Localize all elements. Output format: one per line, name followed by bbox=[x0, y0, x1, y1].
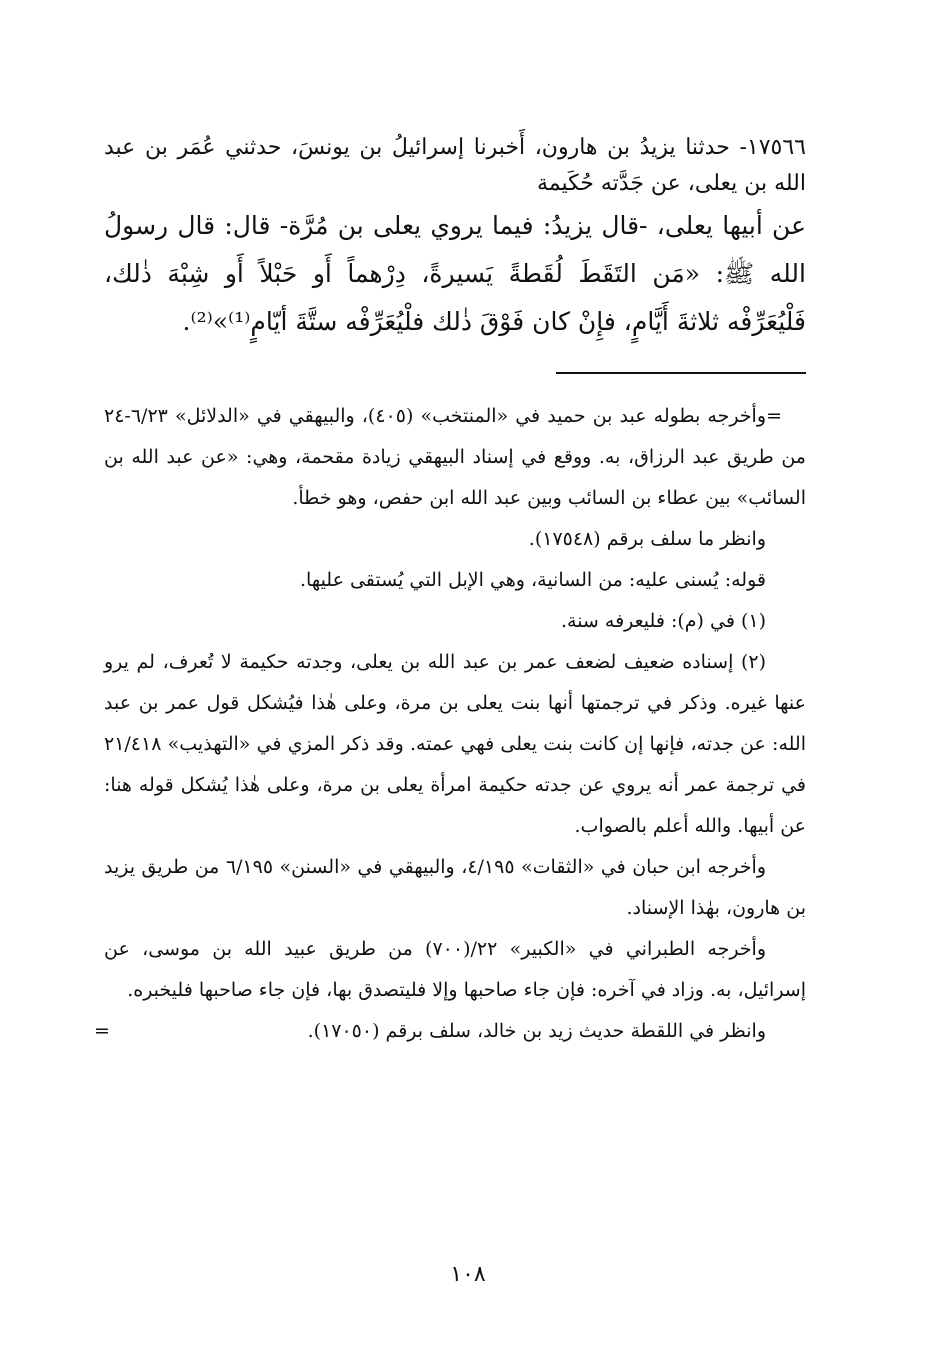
footnote-paragraph: قوله: يُسنى عليه: من السانية، وهي الإبل التي يُستقى عليها. bbox=[299, 569, 766, 591]
footnotes bbox=[94, 396, 806, 1052]
footnote-continuation bbox=[104, 396, 806, 519]
footnote-1: (١) في (م): فليعرفه سنة. bbox=[560, 610, 766, 632]
footnote-continuation-text: وأخرجه بطوله عبد بن حميد في «المنتخب» (٤٠٥)، والبيهقي في «الدلائل» ٦/٢٣-٢٤ من طريق عبد الرزاق، به. ووقع في إسناد البيهقي زيادة مقحمة، وهي: «عن عبد الله بن السائب» بين عطاء بن السائب وبين عبد الله ابن حفص، وهو خطأ. bbox=[104, 405, 806, 509]
hadith-matn: عن أبيها يعلى، -قال يزيدُ: فيما يروي يعلى بن مُرَّة- قال: قال رسولُ الله ﷺ: «مَن التَقَطَ لُقَطةً يَسيرةً، دِرْهماً أَو حَبْلاً أَو شِبْهَ ذٰلك، فَلْيُعَرِّفْه ثلاثةَ أَيَّامٍ، فإِنْ كان فَوْقَ ذٰلك فلْيُعَرِّفْه ستَّةَ أيّامٍ⁽¹⁾»⁽²⁾. bbox=[104, 211, 806, 336]
hadith-text bbox=[104, 130, 806, 346]
continuation-mark: = bbox=[766, 405, 782, 427]
footnote-paragraph: وانظر ما سلف برقم (١٧٥٤٨). bbox=[528, 528, 766, 550]
footnote-paragraph: وأخرجه ابن حبان في «الثقات» ٤/١٩٥، والبيهقي في «السنن» ٦/١٩٥ من طريق يزيد بن هارون، بهٰذا الإسناد. bbox=[104, 856, 806, 919]
footnote-last bbox=[94, 1011, 806, 1052]
page-content bbox=[94, 130, 806, 1052]
footnote-divider bbox=[556, 372, 806, 374]
continuation-end-mark: = bbox=[94, 1020, 110, 1042]
hadith-isnad: ١٧٥٦٦- حدثنا يزيدُ بن هارون، أَخبرنا إسرائيلُ بن يونسَ، حدثني عُمَر بن عبد الله بن يعلى، عن جَدَّته حُكَيمة bbox=[104, 135, 806, 196]
footnote-2: (٢) إسناده ضعيف لضعف عمر بن عبد الله بن يعلى، وجدته حكيمة لا تُعرف، لم يرو عنها غيره. وذكر في ترجمتها أنها بنت يعلى بن مرة، وعلى هٰذا فيُشكل قول عمر بن عبد الله: عن جدته، فإنها إن كانت بنت يعلى فهي عمته. وقد ذكر المزي في «التهذيب» ٢١/٤١٨ في ترجمة عمر أنه يروي عن جدته حكيمة امرأة يعلى بن مرة، وعلى هٰذا يُشكل قوله هنا: عن أبيها. والله أعلم بالصواب. bbox=[104, 651, 806, 837]
page-number: ١٠٨ bbox=[450, 1262, 486, 1287]
footnote-paragraph: وأخرجه الطبراني في «الكبير» ٢٢/(٧٠٠) من طريق عبيد الله بن موسى، عن إسرائيل، به. وزاد في آخره: فإن جاء صاحبها وإلا فليتصدق بها، فإن جاء صاحبها فليخبره. bbox=[104, 938, 806, 1001]
footnote-last-text: وانظر في اللقطة حديث زيد بن خالد، سلف برقم (١٧٠٥٠). bbox=[307, 1020, 766, 1042]
